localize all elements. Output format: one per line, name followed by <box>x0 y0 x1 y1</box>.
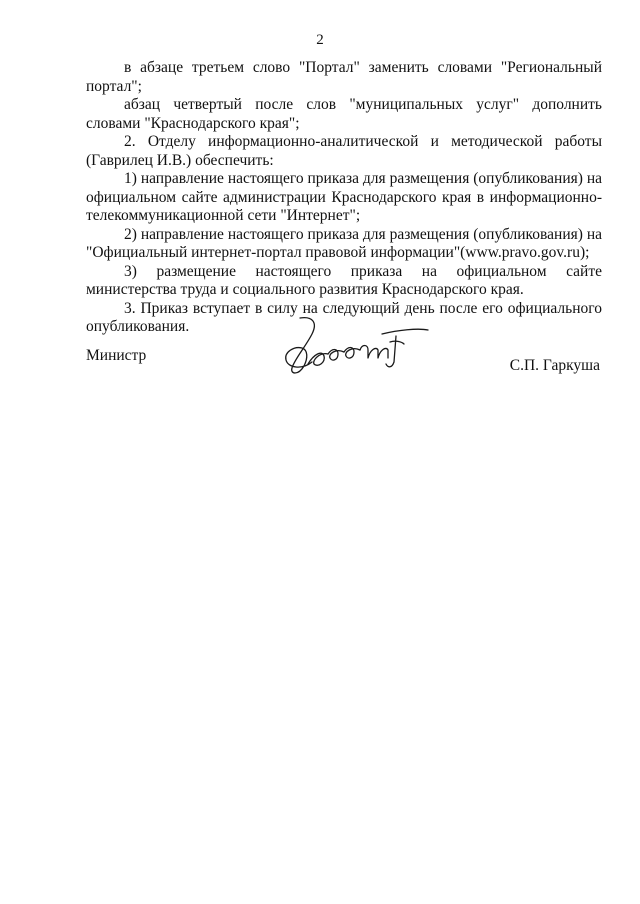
paragraph-effective-date: 3. Приказ вступает в силу на следующий день после его официального опубликования. <box>86 299 602 335</box>
paragraph-item-1: 1) направление настоящего приказа для размещения (опубликования) на официальном сайте администрации Краснодарского края в информационно-телекоммуникационной сети "Интернет"; <box>86 170 602 224</box>
signatory-name: С.П. Гаркуша <box>509 357 600 374</box>
paragraph-department-instruction: 2. Отделу информационно-аналитической и методической работы (Гаврилец И.В.) обеспечить: <box>86 133 602 169</box>
page-number: 2 <box>316 32 324 48</box>
paragraph-item-3: 3) размещение настоящего приказа на официальном сайте министерства труда и социального развития Краснодарского края. <box>86 262 602 298</box>
signatory-position: Министр <box>86 347 147 364</box>
document-body <box>86 59 602 337</box>
paragraph-portal-rename: в абзаце третьем слово "Портал" заменить словами "Региональный портал"; <box>86 59 602 95</box>
handwritten-signature <box>278 314 438 380</box>
paragraph-item-2: 2) направление настоящего приказа для размещения (опубликования) на "Официальный интернет-портал правовой информации"(www.pravo.gov.ru); <box>86 225 602 261</box>
paragraph-municipal-services: абзац четвертый после слов "муниципальных услуг" дополнить словами "Краснодарского края"; <box>86 96 602 132</box>
